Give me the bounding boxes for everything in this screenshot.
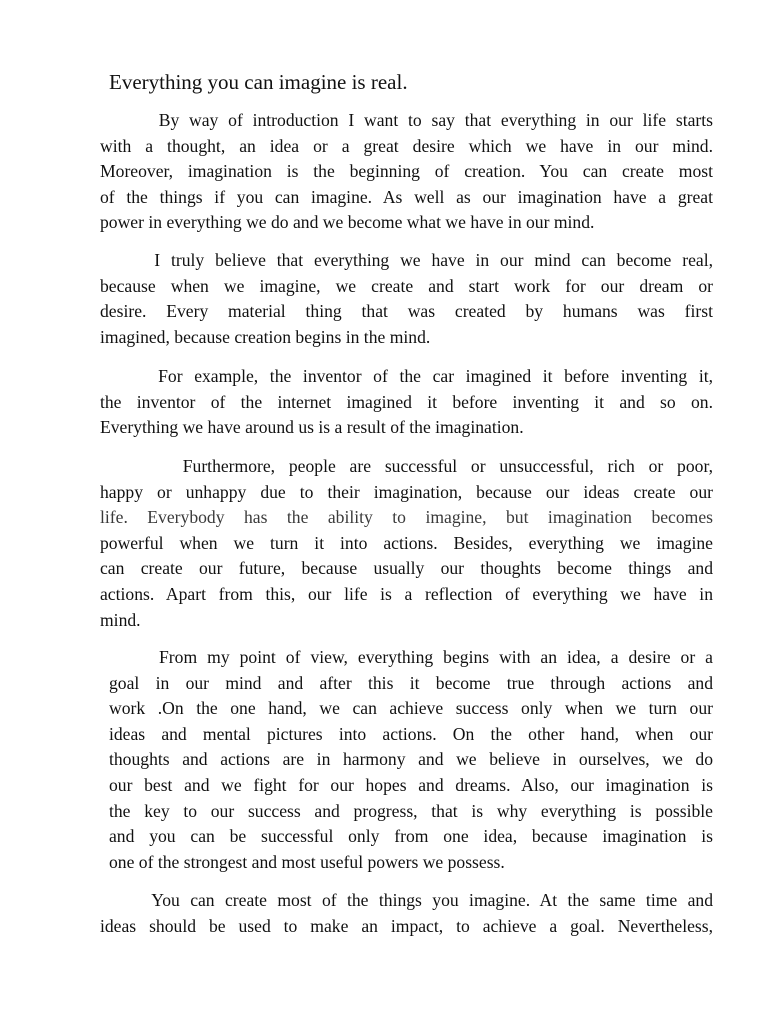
text-line: power in everything we do and we become what we have in our mind. [100, 212, 595, 233]
paragraph-point-of-view [109, 645, 713, 875]
text-line: life. Everybody has the ability to imagine, but imagination becomes [100, 507, 713, 528]
text-line: and you can be successful only from one idea, because imagination is [109, 826, 713, 847]
text-line: mind. [100, 609, 141, 630]
text-line: thoughts and actions are in harmony and we believe in ourselves, we do [109, 749, 713, 770]
text-line: happy or unhappy due to their imagination, because our ideas create our [100, 481, 713, 502]
text-line: one of the strongest and most useful powers we possess. [109, 851, 505, 872]
text-line: can create our future, because usually our thoughts become things and [100, 558, 713, 579]
text-line: I truly believe that everything we have in our mind can become real, [100, 250, 713, 270]
text-line: powerful when we turn it into actions. Besides, everything we imagine [100, 532, 713, 553]
text-line: Moreover, imagination is the beginning of creation. You can create most [100, 161, 713, 182]
text-line: You can create most of the things you imagine. At the same time and [100, 890, 713, 910]
text-line: actions. Apart from this, our life is a reflection of everything we have in [100, 583, 713, 604]
paragraph-create [100, 888, 713, 939]
text-line: because when we imagine, we create and start work for our dream or [100, 275, 713, 296]
text-line: of the things if you can imagine. As well as our imagination have a great [100, 186, 713, 207]
document-title: Everything you can imagine is real. [109, 70, 408, 94]
text-line: with a thought, an idea or a great desire which we have in our mind. [100, 135, 713, 156]
text-line: For example, the inventor of the car imagined it before inventing it, [100, 366, 713, 386]
paragraph-belief [100, 248, 713, 350]
text-line: By way of introduction I want to say that everything in our life starts [100, 110, 713, 130]
text-line: ideas and mental pictures into actions. On the other hand, when our [109, 723, 713, 744]
text-line: Furthermore, people are successful or unsuccessful, rich or poor, [100, 456, 713, 476]
text-line: goal in our mind and after this it become true through actions and [109, 672, 713, 693]
text-line: Everything we have around us is a result of the imagination. [100, 417, 524, 438]
text-line: the key to our success and progress, that is why everything is possible [109, 800, 713, 821]
text-line: imagined, because creation begins in the mind. [100, 326, 431, 347]
paragraph-furthermore [100, 454, 713, 633]
text-line: our best and we fight for our hopes and dreams. Also, our imagination is [109, 774, 713, 795]
text-line: the inventor of the internet imagined it before inventing it and so on. [100, 391, 713, 412]
paragraph-introduction [100, 108, 713, 236]
text-line: From my point of view, everything begins with an idea, a desire or a [109, 647, 713, 667]
text-line: work .On the one hand, we can achieve success only when we turn our [109, 698, 713, 719]
text-line: ideas should be used to make an impact, to achieve a goal. Nevertheless, [100, 915, 713, 936]
paragraph-example [100, 364, 713, 441]
text-line: desire. Every material thing that was created by humans was first [100, 301, 713, 322]
